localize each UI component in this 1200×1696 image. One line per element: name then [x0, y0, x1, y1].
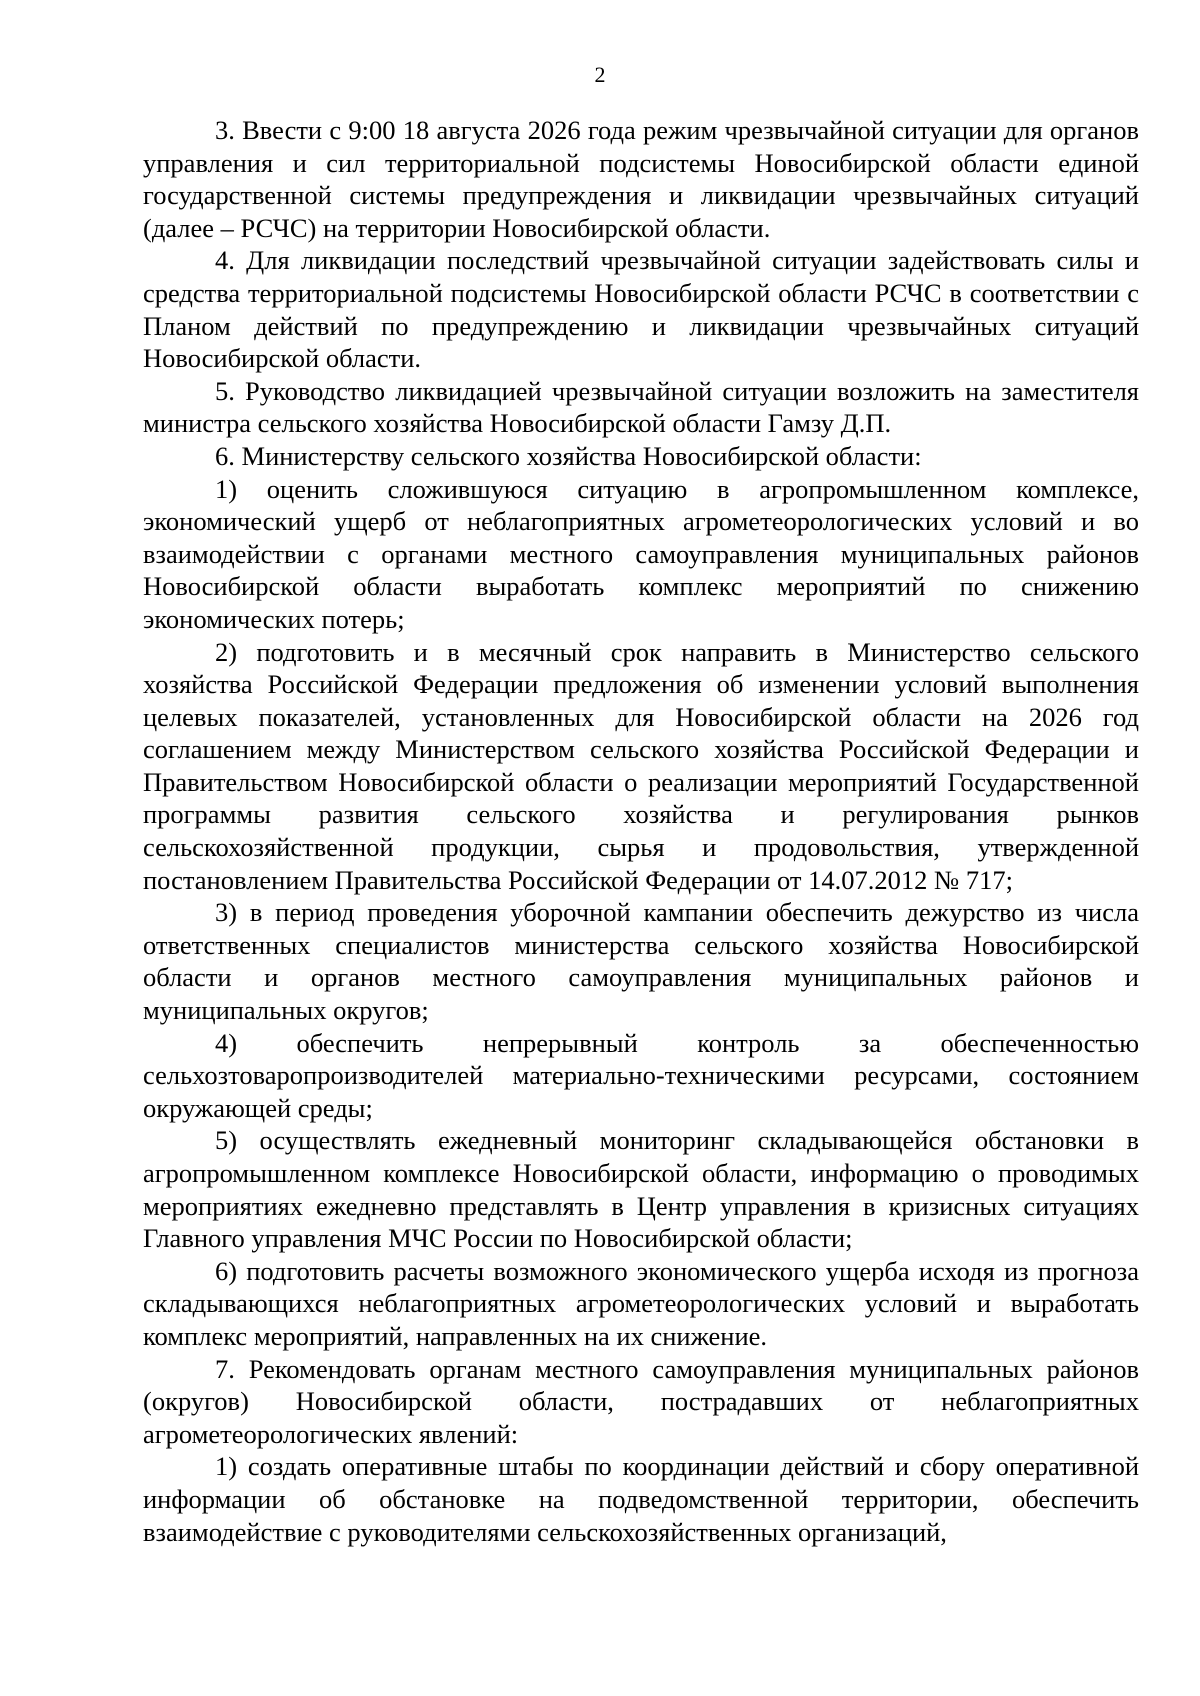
document-body [143, 114, 1139, 1548]
paragraph-item-7-1: 1) создать оперативные штабы по координации действий и сбору оперативной информации об обстановке на подведомственной территории, обеспечить взаимодействие с руководителями сельскохозяйственных организаций, [143, 1451, 1139, 1547]
paragraph-item-6-1: 1) оценить сложившуюся ситуацию в агропромышленном комплексе, экономический ущерб от неблагоприятных агрометеорологических условий и во взаимодействии с органами местного самоуправления муниципальных районов Новосибирской области выработать комплекс мероприятий по снижению экономических потерь; [143, 473, 1139, 634]
paragraph-item-5: 5. Руководство ликвидацией чрезвычайной ситуации возложить на заместителя министра сельского хозяйства Новосибирской области Гамзу Д.П. [143, 375, 1139, 439]
page-number: 2 [594, 62, 606, 87]
paragraph-item-6: 6. Министерству сельского хозяйства Новосибирской области: [215, 440, 922, 471]
paragraph-item-4: 4. Для ликвидации последствий чрезвычайной ситуации задействовать силы и средства территориальной подсистемы Новосибирской области РСЧС в соответствии с Планом действий по предупреждению и ликвидации чрезвычайных ситуаций Новосибирской области. [143, 245, 1139, 374]
paragraph-item-3: 3. Ввести с 9:00 18 августа 2026 года режим чрезвычайной ситуации для органов управления и сил территориальной подсистемы Новосибирской области единой государственной системы предупреждения и ликвидации чрезвычайных ситуаций (далее – РСЧС) на территории Новосибирской области. [143, 115, 1139, 243]
paragraph-item-6-6: 6) подготовить расчеты возможного экономического ущерба исходя из прогноза складывающихся неблагоприятных агрометеорологических условий и выработать комплекс мероприятий, направленных на их снижение. [143, 1255, 1139, 1351]
paragraph-item-6-5: 5) осуществлять ежедневный мониторинг складывающейся обстановки в агропромышленном комплексе Новосибирской области, информацию о проводимых мероприятиях ежедневно представлять в Центр управления в кризисных ситуациях Главного управления МЧС России по Новосибирской области; [143, 1125, 1139, 1254]
paragraph-item-6-2: 2) подготовить и в месячный срок направить в Министерство сельского хозяйства Российской Федерации предложения об изменении условий выполнения целевых показателей, установленных для Новосибирской области на 2026 год соглашением между Министерством сельского хозяйства Российской Федерации и Правительством Новосибирской области о реализации мероприятий Государственной программы развития сельского хозяйства и регулирования рынков сельскохозяйственной продукции, сырья и продовольствия, утвержденной постановлением Правительства Российской Федерации от 14.07.2012 № 717; [143, 636, 1139, 895]
paragraph-item-6-4: 4) обеспечить непрерывный контроль за обеспеченностью сельхозтоваропроизводителей материально-техническими ресурсами, состоянием окружающей среды; [143, 1027, 1139, 1123]
paragraph-item-6-3: 3) в период проведения уборочной кампании обеспечить дежурство из числа ответственных специалистов министерства сельского хозяйства Новосибирской области и органов местного самоуправления муниципальных районов и муниципальных округов; [143, 897, 1139, 1026]
paragraph-item-7: 7. Рекомендовать органам местного самоуправления муниципальных районов (округов) Новосибирской области, пострадавших от неблагоприятных агрометеорологических явлений: [143, 1353, 1139, 1449]
